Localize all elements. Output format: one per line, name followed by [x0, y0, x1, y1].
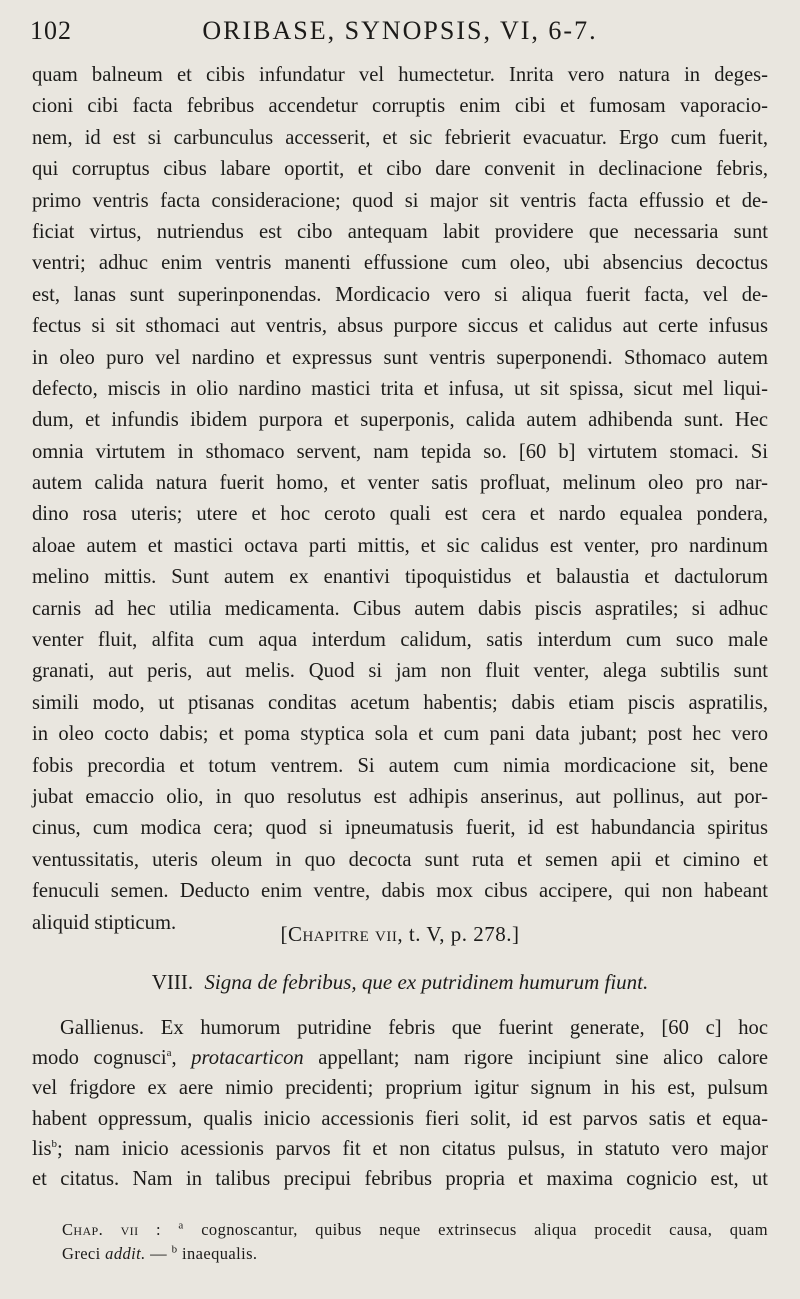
text-line: nem, id est si carbunculus accesserit, et sic febrierit evacuatur. Ergo cum fuerit,	[32, 126, 768, 149]
footnotes	[62, 1218, 768, 1266]
text-segment: protacarticon	[191, 1047, 304, 1070]
footnote-mark-a: a	[178, 1219, 184, 1232]
chapter-ref-rest: , t. V, p. 278.]	[397, 922, 520, 946]
footnote-chapter-label: Chap. vii :	[62, 1220, 161, 1239]
text-line	[32, 1073, 768, 1103]
chapter-ref-label: Chapitre vii	[287, 922, 398, 946]
text-line: qui corruptus cibus labare oportit, et cibo dare convenit in declinacione febris,	[32, 158, 768, 181]
text-segment: habent oppressum, qualis inicio accessionis fieri solit, id est parvos satis et equa-	[32, 1107, 768, 1130]
footnote-line2-sep: —	[145, 1244, 172, 1263]
text-line: aliquid stipticum.	[32, 911, 177, 934]
text-line: omnia virtutem in sthomaco servent, nam tepida so. [60 b] virtutem stomaci. Si	[32, 440, 768, 463]
text-line	[32, 1134, 768, 1164]
text-line: ficiat virtus, nutriendus est cibo antequam labit providere que necessaria sunt	[32, 220, 768, 243]
chapter-reference	[0, 922, 800, 947]
text-line	[32, 1164, 768, 1194]
text-line: fenuculi semen. Deducto enim ventre, dabis mox cibus accipere, qui non habeant	[32, 880, 768, 903]
page-header	[30, 16, 770, 56]
text-line: est, lanas sunt superinponendas. Mordicacio vero si aliqua fuerit facta, vel de-	[32, 283, 768, 306]
text-segment: appellant; nam rigore incipiunt sine alico calore	[303, 1047, 769, 1070]
footnote-line	[62, 1218, 768, 1242]
footnote-a-text: cognoscantur, quibus neque extrinsecus aliqua procedit causa, quam	[183, 1220, 768, 1239]
text-segment: lis	[32, 1137, 52, 1160]
running-title: ORIBASE, SYNOPSIS, VI, 6-7.	[202, 16, 598, 45]
text-line	[32, 1104, 768, 1134]
footnote-line	[62, 1242, 768, 1266]
footnote-ref: a	[166, 1047, 172, 1060]
text-line: fectus si sit sthomaci aut ventris, absus purpore siccus et calidus aut certe infusus	[32, 315, 768, 338]
text-segment: modo cognusci	[32, 1047, 167, 1070]
footnote-line2-italic: addit.	[105, 1244, 146, 1263]
footnote-b-text: inaequalis.	[177, 1244, 258, 1263]
text-segment: vel frigdore ex aere nimio precidenti; proprium igitur signum in his est, pulsum	[32, 1077, 768, 1100]
text-line: simili modo, ut ptisanas conditas acetum habentis; dabis etiam piscis aspratilis,	[32, 691, 768, 714]
text-line: quam balneum et cibis infundatur vel humectetur. Inrita vero natura in deges-	[32, 64, 768, 86]
text-line: granati, aut peris, aut melis. Quod si jam non fluit venter, alega subtilis sunt	[32, 660, 768, 683]
text-line: autem calida natura fuerit homo, et venter satis profluat, melinum oleo pro nar-	[32, 472, 768, 495]
text-line: venter fluit, alfita cum aqua interdum calidum, satis interdum cum suco male	[32, 629, 768, 652]
text-line: in oleo puro vel nardino et expressus sunt ventris superponendi. Sthomaco autem	[32, 346, 768, 369]
text-line: carnis ad hec utilia medicamenta. Cibus autem dabis piscis aspratiles; si adhuc	[32, 597, 768, 620]
text-line: cioni cibi facta febribus accendetur corruptis enim cibi et fumosam vaporacio-	[32, 95, 768, 118]
text-segment: ; nam inicio acessionis parvos fit et non citatus pulsus, in statuto vero major	[56, 1137, 768, 1160]
text-line: melino mittis. Sunt autem ex enantivi tipoquistidus et balaustia et dactulorum	[32, 566, 768, 589]
text-line: ventussitatis, uteris oleum in quo decocta sunt ruta et semen apii et cimino et	[32, 848, 768, 871]
text-line: defecto, miscis in olio nardino mastici trita et infusa, ut sit spissa, sicut mel liqui-	[32, 377, 768, 400]
footnote-mark-b: b	[171, 1243, 178, 1256]
text-line	[32, 1043, 768, 1073]
text-line: fobis precordia et totum ventrem. Si autem cum nimia mordicacione sit, bene	[32, 754, 768, 777]
footnote-ref: b	[51, 1137, 57, 1150]
text-segment: Gallienus. Ex humorum putridine febris que fuerint generate, [60 c] hoc	[60, 1017, 768, 1039]
section-number: VIII.	[151, 970, 194, 994]
section-text-block	[32, 1013, 768, 1194]
text-line: aloae autem et mastici octava parti mittis, et sic calidus est venter, pro nardinum	[32, 534, 768, 557]
text-line: jubat emaccio olio, in quo resolutus est adhipis anserinus, aut pollinus, aut por-	[32, 785, 768, 808]
text-segment: ,	[171, 1047, 192, 1070]
section-heading	[0, 970, 800, 995]
text-line: dino rosa uteris; utere et hoc ceroto quali est cera et nardo equalea pondera,	[32, 503, 768, 526]
text-line: primo ventris facta consideracione; quod si major sit ventris facta effussio et de-	[32, 189, 768, 212]
text-line: ventri; adhuc enim ventris manenti effussione cum oleo, ubi absencius decoctus	[32, 252, 768, 275]
text-line	[32, 1013, 768, 1043]
section-title: Signa de febribus, que ex putridinem humurum fiunt.	[204, 970, 649, 994]
footnote-line2-pre: Greci	[62, 1244, 106, 1263]
page-number: 102	[30, 16, 72, 45]
text-line: dum, et infundis ibidem purpora et superponis, calida autem adhibenda sunt. Hec	[32, 409, 768, 432]
text-segment: et citatus. Nam in talibus precipui febribus propria et maxima cognicio est, ut	[32, 1167, 768, 1190]
main-text-block	[32, 60, 768, 939]
text-line: cinus, cum modica cera; quod si ipneumatusis fuerit, id est habundancia spiritus	[32, 817, 768, 840]
chapter-ref-open: [	[280, 922, 288, 946]
text-line: in oleo cocto dabis; et poma styptica sola et cum pani data jubant; post hec vero	[32, 723, 768, 746]
